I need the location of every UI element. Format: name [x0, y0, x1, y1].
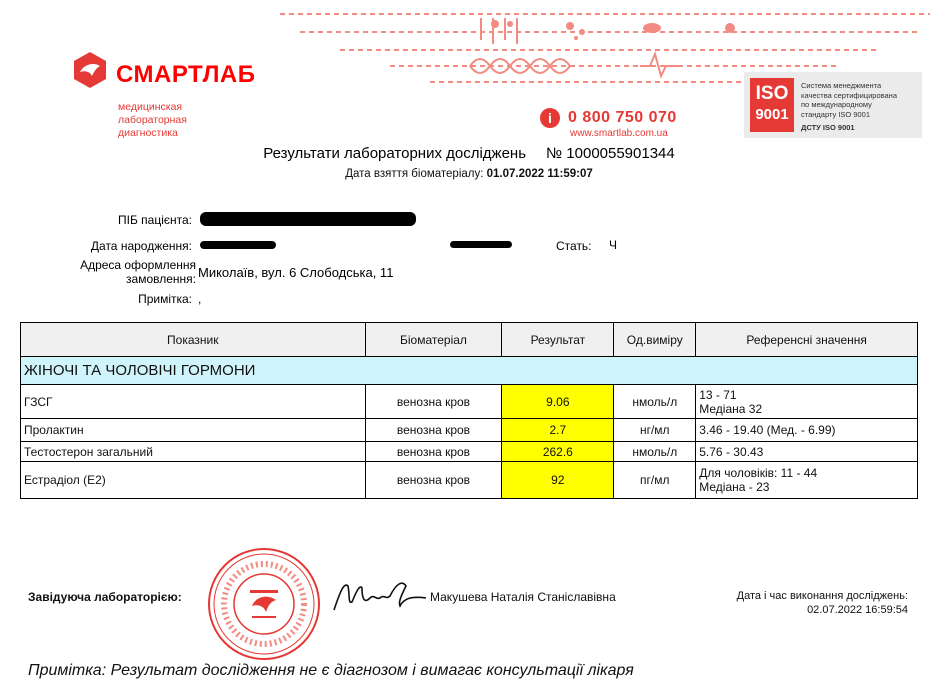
info-icon: i: [540, 108, 560, 128]
reference-range: Для чоловіків: 11 - 44 Медіана - 23: [696, 462, 918, 499]
col-header-biomaterial: Біоматеріал: [365, 323, 502, 357]
unit: нмоль/л: [614, 442, 696, 462]
biomaterial: венозна кров: [365, 442, 502, 462]
redacted-patient-name: [200, 212, 416, 226]
report-title: Результати лабораторних досліджень № 1000055901344: [263, 145, 675, 162]
col-header-indicator: Показник: [21, 323, 366, 357]
indicator-name: Пролактин: [21, 419, 366, 442]
iso-description: Система менеджмента качества сертифицирована по международному стандарту ISO 9001 ДСТУ ISO 9001: [801, 81, 897, 132]
result-value: 9.06: [502, 385, 614, 419]
biomaterial: венозна кров: [365, 385, 502, 419]
completion-datetime: Дата і час виконання досліджень: 02.07.2022 16:59:54: [736, 590, 908, 616]
address-value: Миколаїв, вул. 6 Слободська, 11: [198, 265, 394, 280]
reference-range: 13 - 71 Медіана 32: [696, 385, 918, 419]
head-of-lab-label: Завідуюча лабораторією:: [28, 590, 182, 604]
results-table: [20, 322, 918, 499]
hotline-phone[interactable]: 0 800 750 070: [568, 109, 677, 126]
lab-stamp-seal: [206, 546, 322, 662]
brand-tagline: медицинская лабораторная диагностика: [118, 101, 187, 139]
table-row: [21, 419, 918, 442]
table-header-row: [21, 323, 918, 357]
section-row: [21, 357, 918, 385]
signature-image: [330, 572, 430, 618]
unit: нг/мл: [614, 419, 696, 442]
result-value: 262.6: [502, 442, 614, 462]
report-number: № 1000055901344: [546, 145, 675, 162]
patient-name-label: ПІБ пацієнта:: [118, 213, 192, 227]
dob-label: Дата народження:: [90, 239, 192, 253]
result-value: 92: [502, 462, 614, 499]
redacted-age: [450, 241, 512, 248]
website-link[interactable]: www.smartlab.com.ua: [570, 128, 668, 139]
address-label: Адреса оформлення замовлення:: [80, 258, 196, 286]
reference-range: 3.46 - 19.40 (Мед. - 6.99): [696, 419, 918, 442]
iso-badge: ISO 9001: [750, 78, 794, 132]
sex-value: Ч: [609, 238, 617, 252]
indicator-name: Естрадіол (Е2): [21, 462, 366, 499]
brand-name: СМАРТЛАБ: [116, 61, 256, 88]
sample-date: 01.07.2022 11:59:07: [486, 168, 593, 180]
section-title: ЖІНОЧІ ТА ЧОЛОВІЧІ ГОРМОНИ: [21, 357, 918, 385]
reference-range: 5.76 - 30.43: [696, 442, 918, 462]
table-row: [21, 385, 918, 419]
indicator-name: ГЗСГ: [21, 385, 366, 419]
head-of-lab-name: Макушева Наталія Станіславівна: [430, 590, 616, 604]
table-row: [21, 442, 918, 462]
note-label: Примітка:: [138, 292, 192, 306]
sample-date-line: Дата взяття біоматеріалу: 01.07.2022 11:59:07: [345, 168, 593, 180]
iso-certification-block: [744, 72, 922, 138]
biomaterial: венозна кров: [365, 462, 502, 499]
col-header-unit: Од.виміру: [614, 323, 696, 357]
redacted-dob: [200, 241, 276, 249]
col-header-result: Результат: [502, 323, 614, 357]
unit: пг/мл: [614, 462, 696, 499]
disclaimer-note: Примітка: Результат дослідження не є діагнозом і вимагає консультації лікаря: [28, 662, 634, 679]
table-row: [21, 462, 918, 499]
result-value: 2.7: [502, 419, 614, 442]
indicator-name: Тестостерон загальний: [21, 442, 366, 462]
smartlab-logo-icon: [70, 50, 110, 90]
col-header-reference: Референсні значення: [696, 323, 918, 357]
biomaterial: венозна кров: [365, 419, 502, 442]
note-value: ,: [198, 292, 202, 306]
sex-label: Стать:: [556, 239, 592, 253]
unit: нмоль/л: [614, 385, 696, 419]
